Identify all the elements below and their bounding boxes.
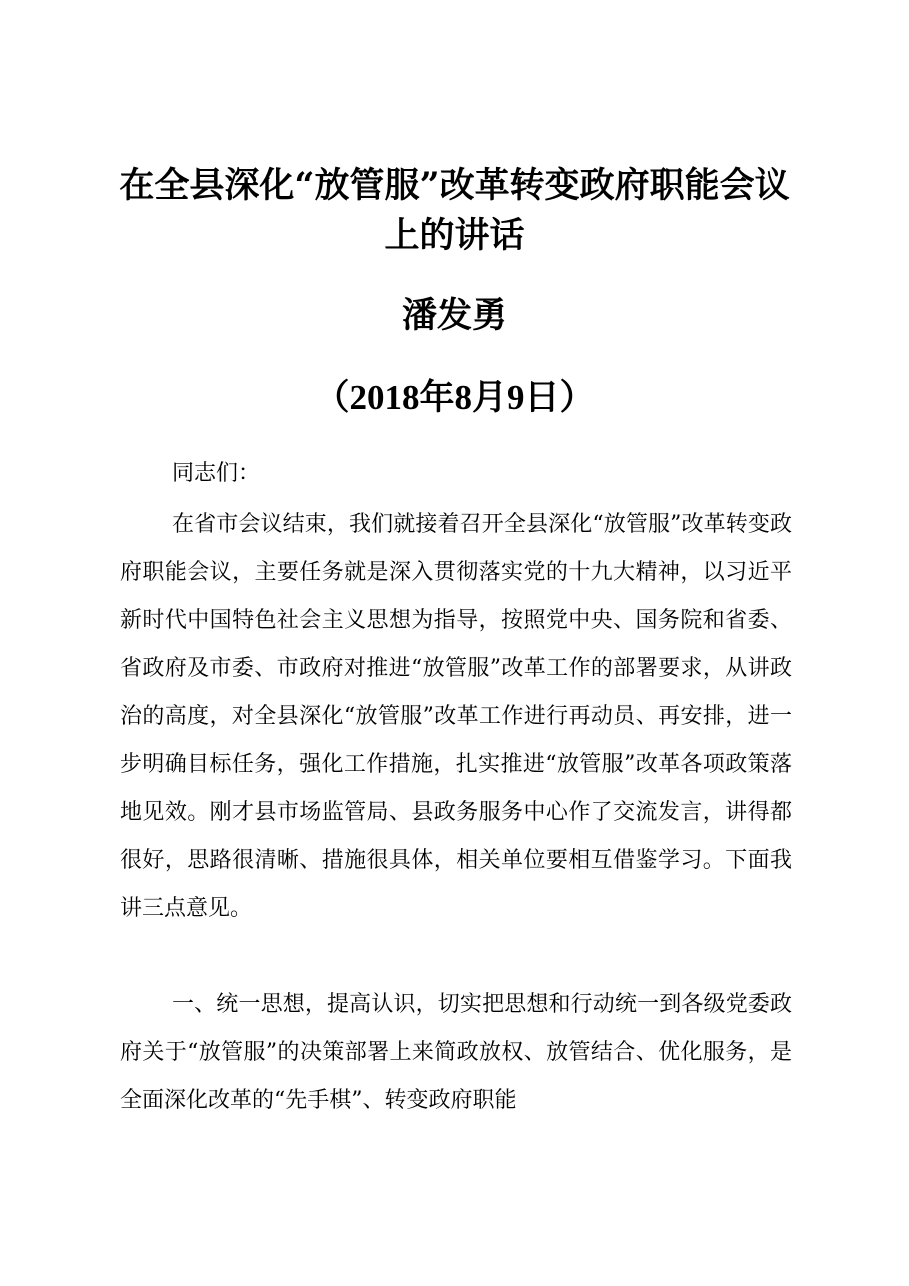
speech-date: （2018年8月9日） — [314, 378, 595, 417]
document-title-line-1: 在全县深化“放管服”改革转变政府职能会议 — [119, 165, 790, 206]
greeting: 同志们： — [172, 461, 261, 486]
author-name: 潘发勇 — [401, 295, 507, 336]
paragraph-1: 在省市会议结束，我们就接着召开全县深化“放管服”改革转变政府职能会议，主要任务就是深入贯彻落实党的十九大精神，以习近平新时代中国特色社会主义思想为指导，按照党中央、国务院和省委、省政府及市委、市政府对推进“放管服”改革工作的部署要求，从讲政治的高度，对全县深化“放管服”改革工作进行再动员、再安排，进一步明确目标任务，强化工作措施，扎实推进“放管服”改革各项政策落地见效。刚才县市场监管局、县政务服务中心作了交流发言，讲得都很好，思路很清晰、措施很具体，相关单位要相互借鉴学习。下面我讲三点意见。 — [120, 512, 792, 921]
document-title-line-2: 上的讲话 — [384, 215, 525, 256]
paragraph-2: 一、统一思想，提高认识，切实把思想和行动统一到各级党委政府关于“放管服”的决策部署上来简政放权、放管结合、优化服务，是全面深化改革的“先手棋”、转变政府职能 — [120, 992, 792, 1113]
